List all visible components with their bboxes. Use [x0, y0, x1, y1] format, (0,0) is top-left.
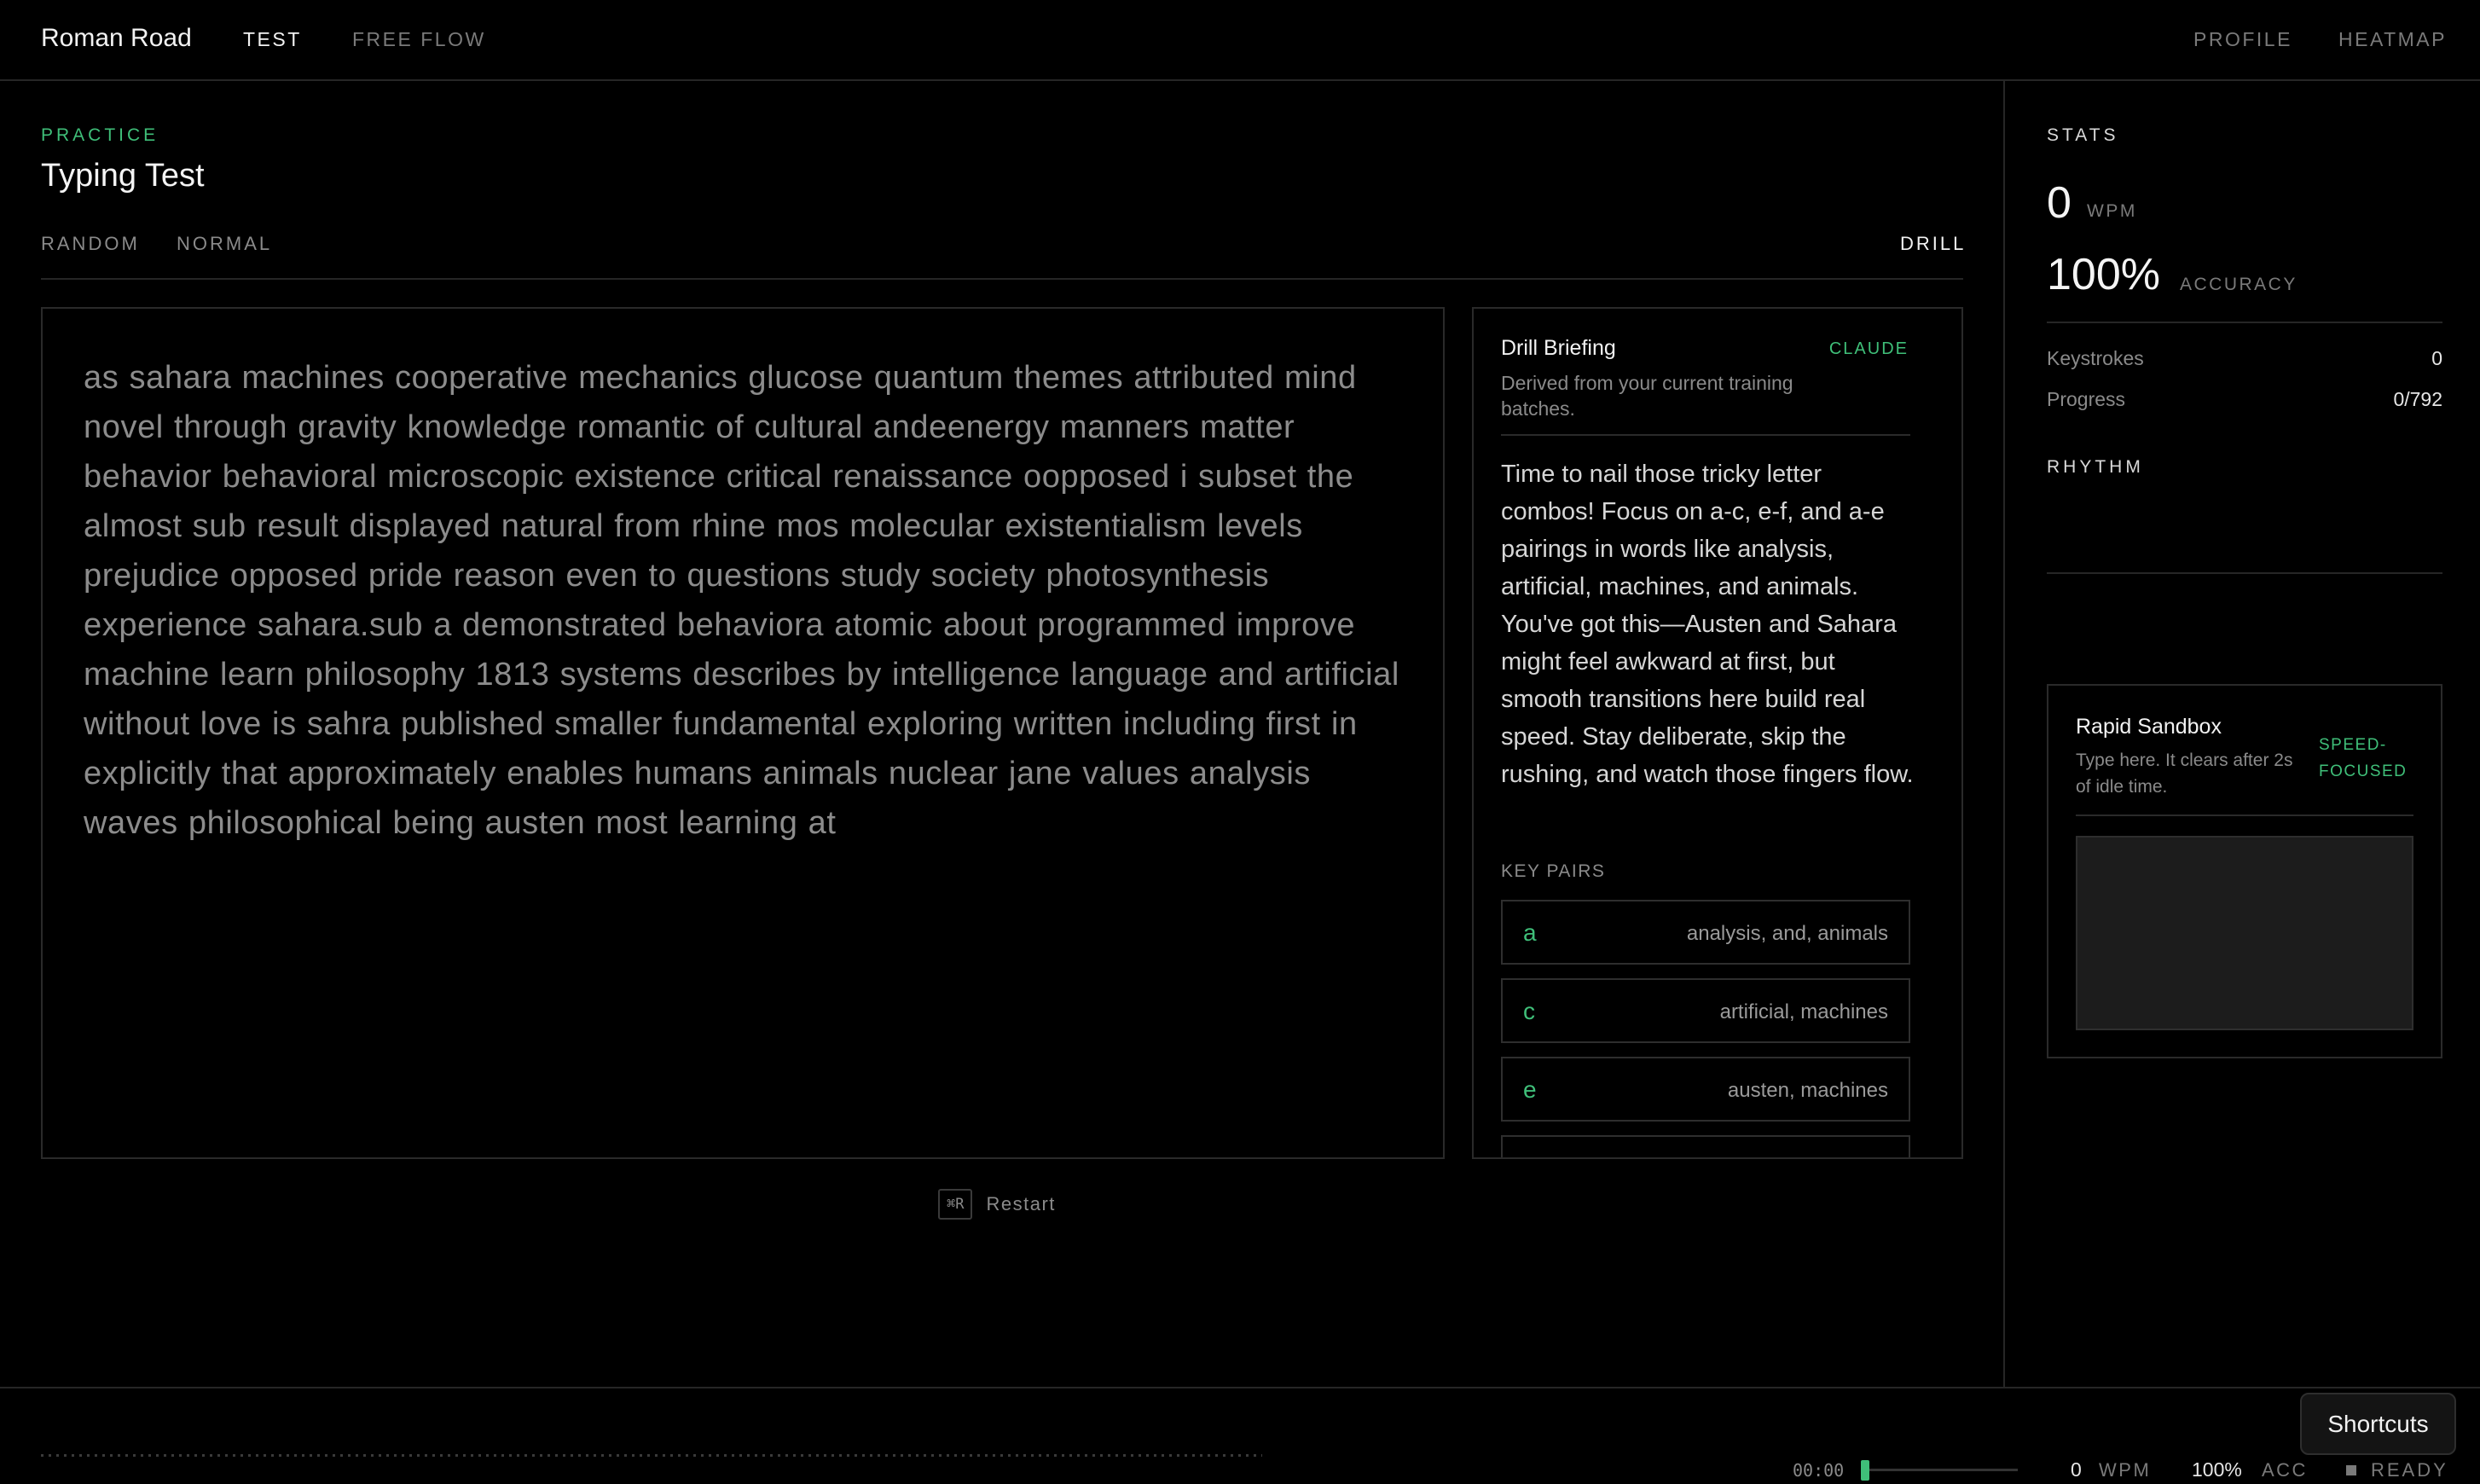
- sandbox-title: Rapid Sandbox: [2076, 715, 2222, 739]
- key-pair-item[interactable]: [1501, 1057, 1910, 1122]
- key-pair-key: c: [1523, 998, 1535, 1024]
- mode-normal-tab[interactable]: NORMAL: [177, 233, 273, 254]
- footer-progress-handle: [1861, 1460, 1869, 1481]
- drill-briefing-panel: [1472, 307, 1963, 1159]
- status-text: READY: [2371, 1459, 2448, 1481]
- footer-progress-bar: [1861, 1469, 2018, 1471]
- key-pairs-heading: KEY PAIRS: [1501, 861, 1606, 881]
- footer-wpm-unit: WPM: [2099, 1459, 2152, 1481]
- keystrokes-value: 0: [2431, 347, 2442, 369]
- mode-divider: [41, 278, 1963, 280]
- mode-drill-tab[interactable]: DRILL: [1900, 233, 1967, 254]
- restart-shortcut-key: ⌘R: [938, 1189, 972, 1220]
- typing-passage[interactable]: as sahara machines cooperative mechanics glucose quantum themes attributed mind novel through gravity knowledge romantic of cultural andeenergy manners matter behavior behavioral microscopic existence critical renaissance oopposed i subset the almost sub result displayed natural from rhine mos molecular existentialism levels prejudice opposed pride reason even to questions study society photosynthesis experience sahara.sub a demonstrated behaviora atomic about programmed improve machine learn philosophy 1813 systems describes by intelligence language and artificial without love is sahra published smaller fundamental exploring written including first in explicitly that approximately enables humans animals nuclear jane values analysis waves philosophical being austen most learning at: [84, 360, 1399, 841]
- rhythm-timeline: [41, 1454, 1262, 1457]
- typing-area[interactable]: [41, 307, 1445, 1159]
- key-pair-item[interactable]: [1501, 978, 1910, 1043]
- rapid-sandbox-panel: [2047, 684, 2442, 1058]
- briefing-title: Drill Briefing: [1501, 336, 1616, 360]
- footer-accuracy-value: 100%: [2192, 1458, 2242, 1481]
- key-pair-key: a: [1523, 919, 1537, 946]
- restart-label: Restart: [986, 1193, 1056, 1214]
- stats-divider: [2047, 322, 2442, 323]
- sandbox-input[interactable]: [2076, 836, 2413, 1030]
- nav-free-flow[interactable]: FREE FLOW: [352, 28, 486, 50]
- sandbox-subtitle: Type here. It clears after 2s of idle time.: [2076, 751, 2293, 797]
- briefing-source-badge: CLAUDE: [1828, 339, 1909, 358]
- keystrokes-label: Keystrokes: [2047, 347, 2144, 369]
- key-pair-item[interactable]: [1501, 900, 1910, 965]
- restart-button[interactable]: [938, 1188, 1056, 1220]
- footer-wpm-value: 0: [2071, 1458, 2082, 1481]
- key-pairs-list: [1501, 900, 1910, 1159]
- footer-accuracy-unit: ACC: [2262, 1459, 2308, 1481]
- progress-label: Progress: [2047, 388, 2126, 410]
- key-pair-key: e: [1523, 1076, 1537, 1103]
- nav-profile[interactable]: PROFILE: [2193, 28, 2292, 50]
- page-title: Typing Test: [41, 158, 205, 194]
- wpm-value: 0: [2047, 178, 2071, 228]
- briefing-subtitle: Derived from your current training batches.: [1501, 372, 1793, 420]
- section-eyebrow: PRACTICE: [41, 125, 159, 145]
- key-pair-words: austen, machines: [1727, 1079, 1888, 1102]
- key-pair-item-partial[interactable]: [1501, 1135, 1910, 1159]
- stats-heading: STATS: [2047, 125, 2119, 145]
- shortcuts-button[interactable]: Shortcuts: [2300, 1393, 2456, 1455]
- mode-random-tab[interactable]: RANDOM: [41, 233, 140, 254]
- nav-heatmap[interactable]: HEATMAP: [2338, 28, 2447, 50]
- footer-divider: [0, 1387, 2480, 1388]
- rhythm-heading: RHYTHM: [2047, 457, 2144, 477]
- wpm-unit: WPM: [2087, 201, 2137, 221]
- status-square-icon: [2346, 1465, 2356, 1475]
- top-navigation: [0, 0, 2480, 81]
- accuracy-value: 100%: [2047, 250, 2160, 299]
- nav-test[interactable]: TEST: [243, 28, 302, 50]
- key-pair-words: analysis, and, animals: [1686, 922, 1888, 945]
- sidebar-divider: [2003, 81, 2005, 1388]
- brand-logo[interactable]: Roman Road: [41, 24, 192, 52]
- sandbox-mode-badge: SPEED-FOCUSED: [2319, 736, 2408, 780]
- accuracy-unit: ACCURACY: [2180, 275, 2297, 294]
- key-pair-words: artificial, machines: [1719, 1000, 1888, 1023]
- elapsed-time: 00:00: [1793, 1460, 1845, 1481]
- briefing-divider: [1501, 434, 1910, 436]
- progress-value: 0/792: [2393, 388, 2442, 410]
- rhythm-divider: [2047, 572, 2442, 574]
- sandbox-divider: [2076, 814, 2413, 816]
- briefing-body: Time to nail those tricky letter combos! Focus on a-c, e-f, and a-e pairings in words like analysis, artificial, machines, and animals. You've got this—Austen and Sahara might feel awkward at first, but smooth transitions here build real speed. Stay deliberate, skip the rushing, and watch those fingers flow.: [1501, 461, 1914, 788]
